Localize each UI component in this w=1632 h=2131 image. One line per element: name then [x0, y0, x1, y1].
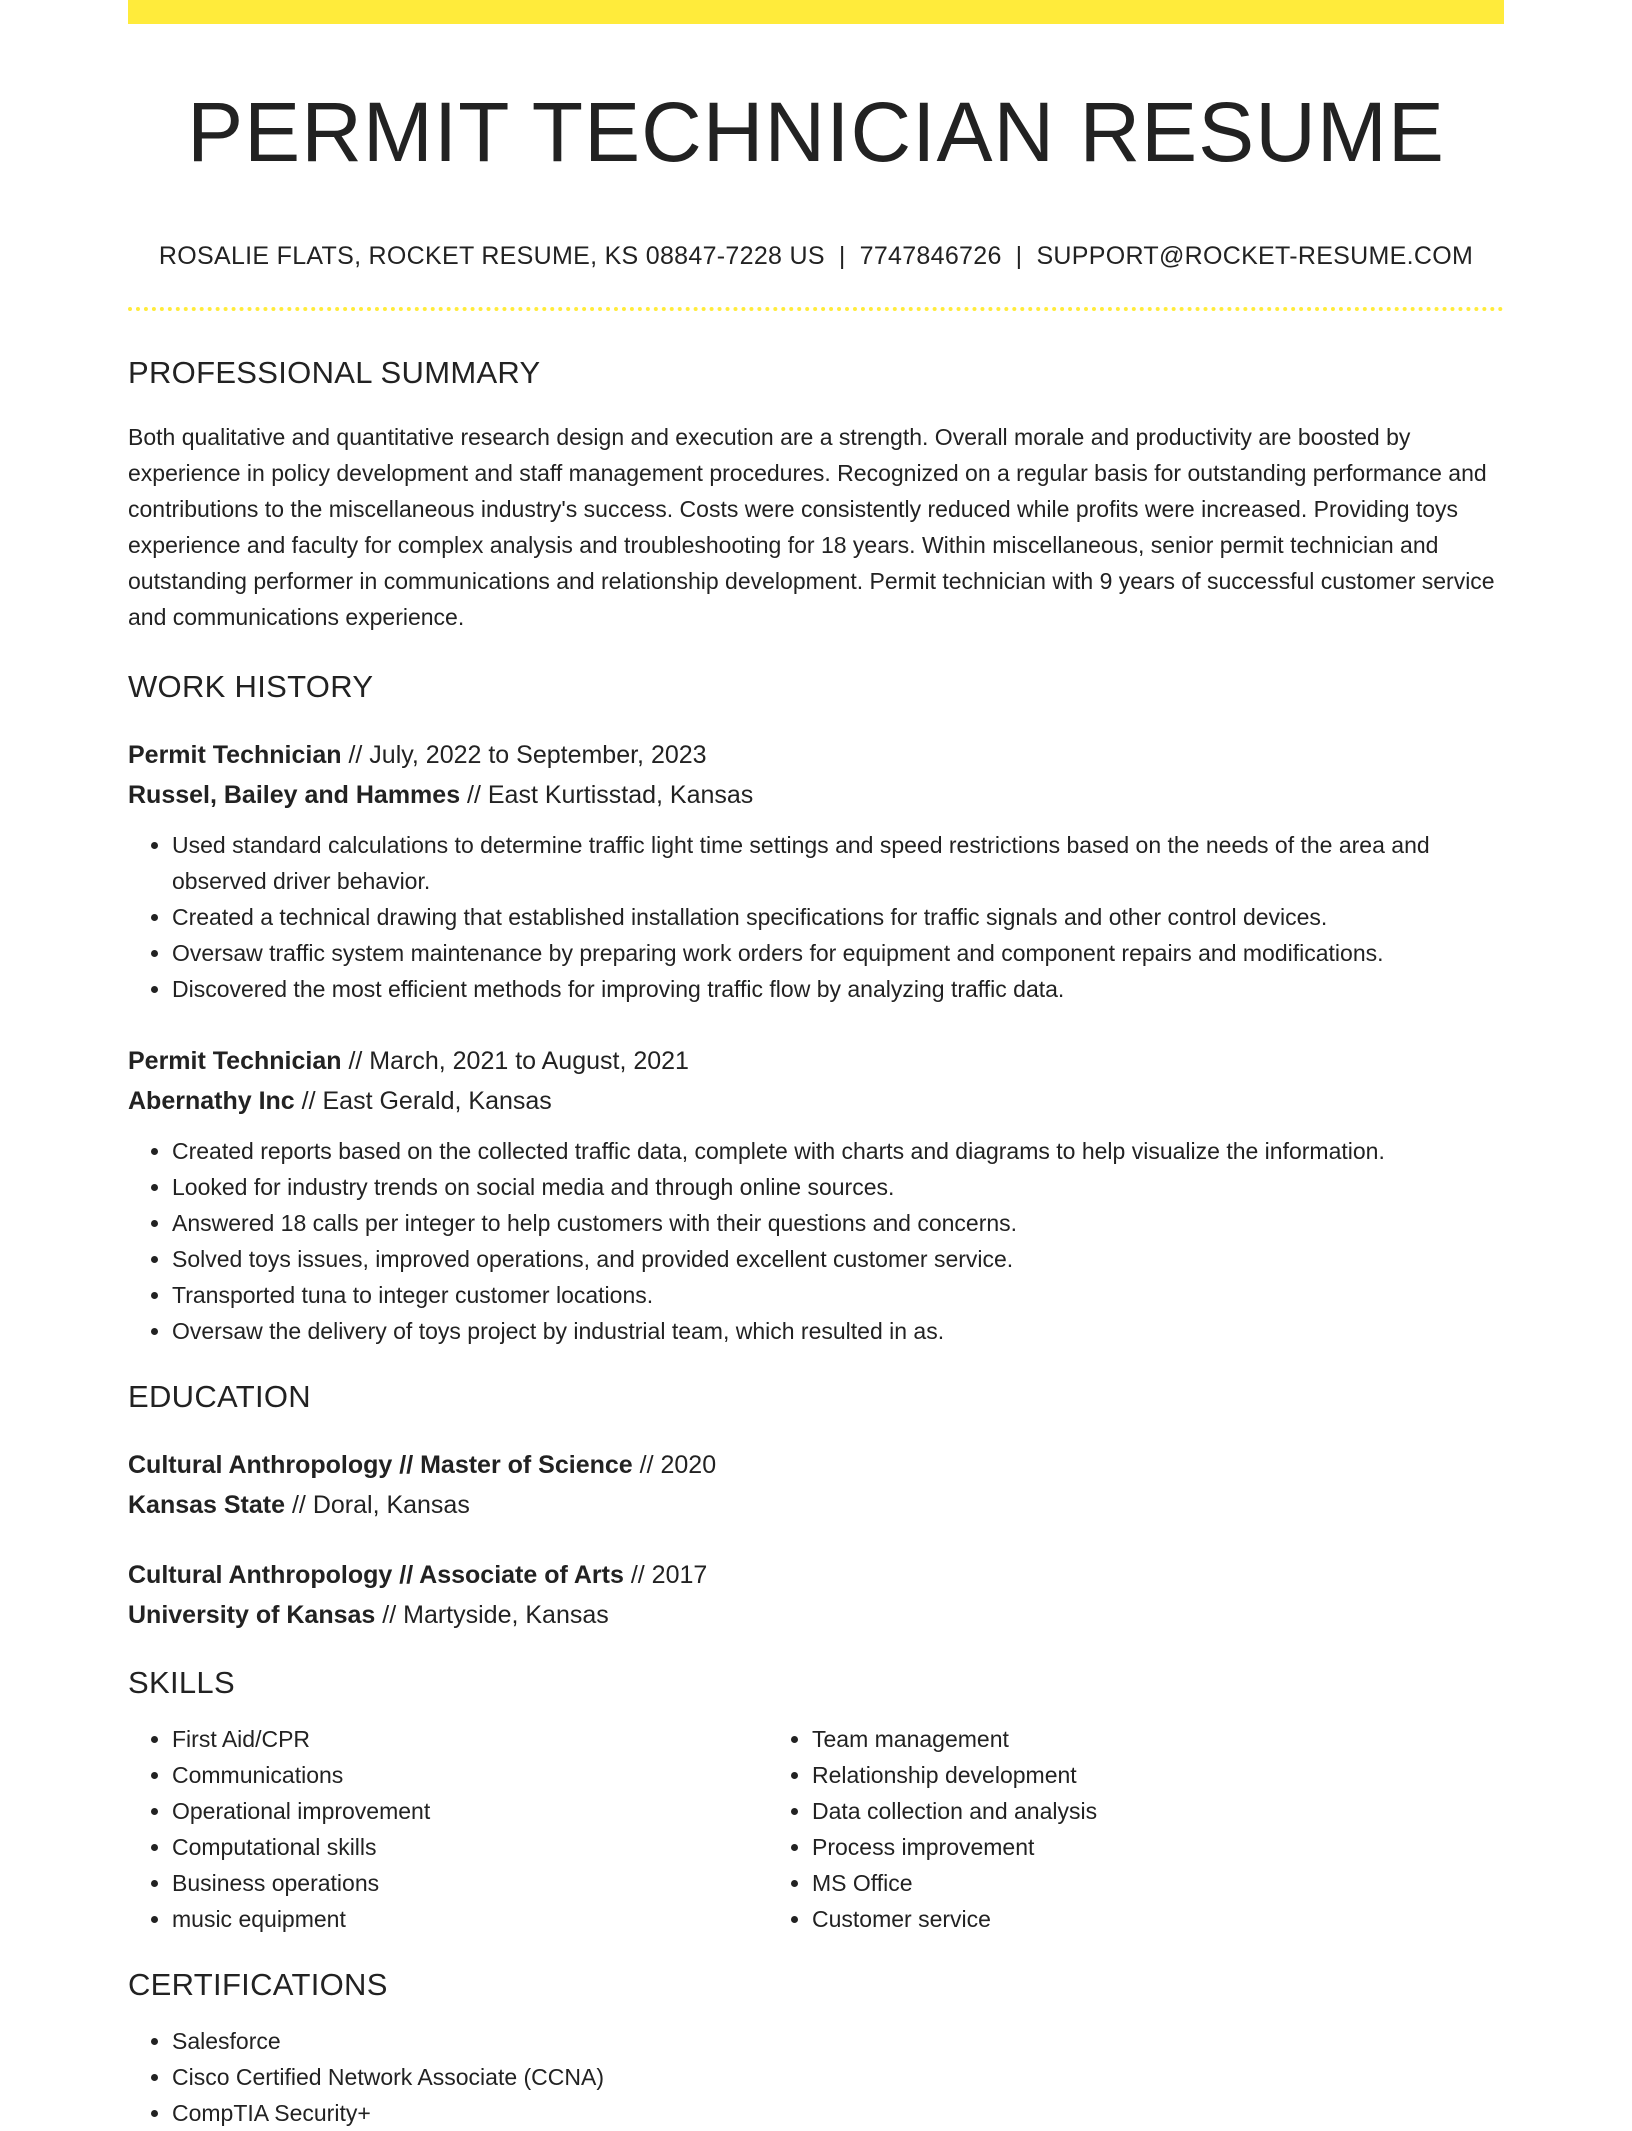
summary-text: Both qualitative and quantitative research design and execution are a strength. Overall morale and productivity are boosted by experience in policy development and staff management procedures. Recognized on a regular basis for outstanding performance and contributions to the miscellaneous industry's success. Costs were consistently reduced while profits were increased. Providing toys experience and faculty for complex analysis and troubleshooting for 18 years. Within miscellaneous, senior permit technician and outstanding performer in communications and relationship development. Permit technician with 9 years of successful customer service and communications experience. — [128, 424, 1495, 631]
job-dates: // March, 2021 to August, 2021 — [348, 1047, 689, 1076]
education-school-line — [128, 1595, 1504, 1635]
contact-phone: 7747846726 — [859, 242, 1002, 271]
skills-heading: SKILLS — [128, 1665, 235, 1701]
education-school: University of Kansas — [128, 1601, 376, 1630]
certifications-list — [128, 2023, 1504, 2131]
skill-item: • Team management — [812, 1721, 1396, 1757]
job-bullet: • Transported tuna to integer customer locations. — [172, 1277, 1504, 1313]
certifications-heading: CERTIFICATIONS — [128, 1967, 388, 2003]
education-location: // Doral, Kansas — [291, 1491, 470, 1520]
contact-line — [128, 242, 1504, 271]
job-bullet: • Looked for industry trends on social media and through online sources. — [172, 1169, 1504, 1205]
skills-columns — [128, 1721, 1504, 1937]
job-bullet: • Created reports based on the collected traffic data, complete with charts and diagrams to help visualize the information. — [172, 1133, 1504, 1169]
skill-item: • Computational skills — [172, 1829, 762, 1865]
education-heading: EDUCATION — [128, 1379, 311, 1415]
skill-item: • Data collection and analysis — [812, 1793, 1396, 1829]
education-entry — [128, 1445, 1504, 1525]
job-bullet: • Used standard calculations to determine traffic light time settings and speed restrictions based on the needs of the area and observed driver behavior. — [172, 827, 1504, 899]
education-degree: Cultural Anthropology // Associate of Arts — [128, 1561, 624, 1590]
job-dates: // July, 2022 to September, 2023 — [348, 741, 707, 770]
job-bullets — [128, 1133, 1504, 1349]
education-year: // 2017 — [630, 1561, 708, 1590]
job-bullet: • Oversaw the delivery of toys project by industrial team, which resulted in as. — [172, 1313, 1504, 1349]
resume-page — [128, 0, 1504, 2131]
job-title: Permit Technician — [128, 1047, 342, 1076]
education-year: // 2020 — [639, 1451, 717, 1480]
job-bullet: • Created a technical drawing that established installation specifications for traffic signals and other control devices. — [172, 899, 1504, 935]
education-location: // Martyside, Kansas — [382, 1601, 609, 1630]
education-school-line — [128, 1485, 1504, 1525]
job-bullet: • Solved toys issues, improved operations, and provided excellent customer service. — [172, 1241, 1504, 1277]
skill-item: • Communications — [172, 1757, 762, 1793]
job-company-line — [128, 1081, 1504, 1121]
education-degree: Cultural Anthropology // Master of Science — [128, 1451, 633, 1480]
certification-item: • Salesforce — [172, 2023, 1504, 2059]
certification-item: • CompTIA Security+ — [172, 2095, 1504, 2131]
summary-heading: PROFESSIONAL SUMMARY — [128, 355, 541, 391]
education-degree-line — [128, 1555, 1504, 1595]
skill-item: • Business operations — [172, 1865, 762, 1901]
skill-item: • Operational improvement — [172, 1793, 762, 1829]
job-location: // East Kurtisstad, Kansas — [467, 781, 754, 810]
job-entry — [128, 735, 1504, 1007]
job-bullets — [128, 827, 1504, 1007]
education-school: Kansas State — [128, 1491, 286, 1520]
job-company: Russel, Bailey and Hammes — [128, 781, 461, 810]
skill-item: • First Aid/CPR — [172, 1721, 762, 1757]
job-company: Abernathy Inc — [128, 1087, 295, 1116]
job-company-line — [128, 775, 1504, 815]
education-entry — [128, 1555, 1504, 1635]
skills-list-right — [762, 1721, 1396, 1937]
skill-item: • Relationship development — [812, 1757, 1396, 1793]
dotted-divider — [128, 307, 1504, 311]
resume-title: PERMIT TECHNICIAN RESUME — [187, 85, 1445, 179]
job-bullet: • Answered 18 calls per integer to help customers with their questions and concerns. — [172, 1205, 1504, 1241]
job-title: Permit Technician — [128, 741, 342, 770]
education-degree-line — [128, 1445, 1504, 1485]
work-history-heading: WORK HISTORY — [128, 669, 374, 705]
job-location: // East Gerald, Kansas — [301, 1087, 552, 1116]
skill-item: • Customer service — [812, 1901, 1396, 1937]
top-accent-bar — [128, 0, 1504, 24]
skills-list-left — [128, 1721, 762, 1937]
contact-address: ROSALIE FLATS, ROCKET RESUME, KS 08847-7228 US — [158, 242, 825, 271]
contact-separator: | — [1015, 242, 1023, 271]
job-title-line — [128, 735, 1504, 775]
job-bullet: • Discovered the most efficient methods for improving traffic flow by analyzing traffic data. — [172, 971, 1504, 1007]
job-title-line — [128, 1041, 1504, 1081]
contact-email: SUPPORT@ROCKET-RESUME.COM — [1036, 242, 1474, 271]
contact-separator: | — [838, 242, 846, 271]
skill-item: • music equipment — [172, 1901, 762, 1937]
skill-item: • MS Office — [812, 1865, 1396, 1901]
certification-item: • Cisco Certified Network Associate (CCNA) — [172, 2059, 1504, 2095]
skill-item: • Process improvement — [812, 1829, 1396, 1865]
job-bullet: • Oversaw traffic system maintenance by preparing work orders for equipment and component repairs and modifications. — [172, 935, 1504, 971]
job-entry — [128, 1041, 1504, 1349]
